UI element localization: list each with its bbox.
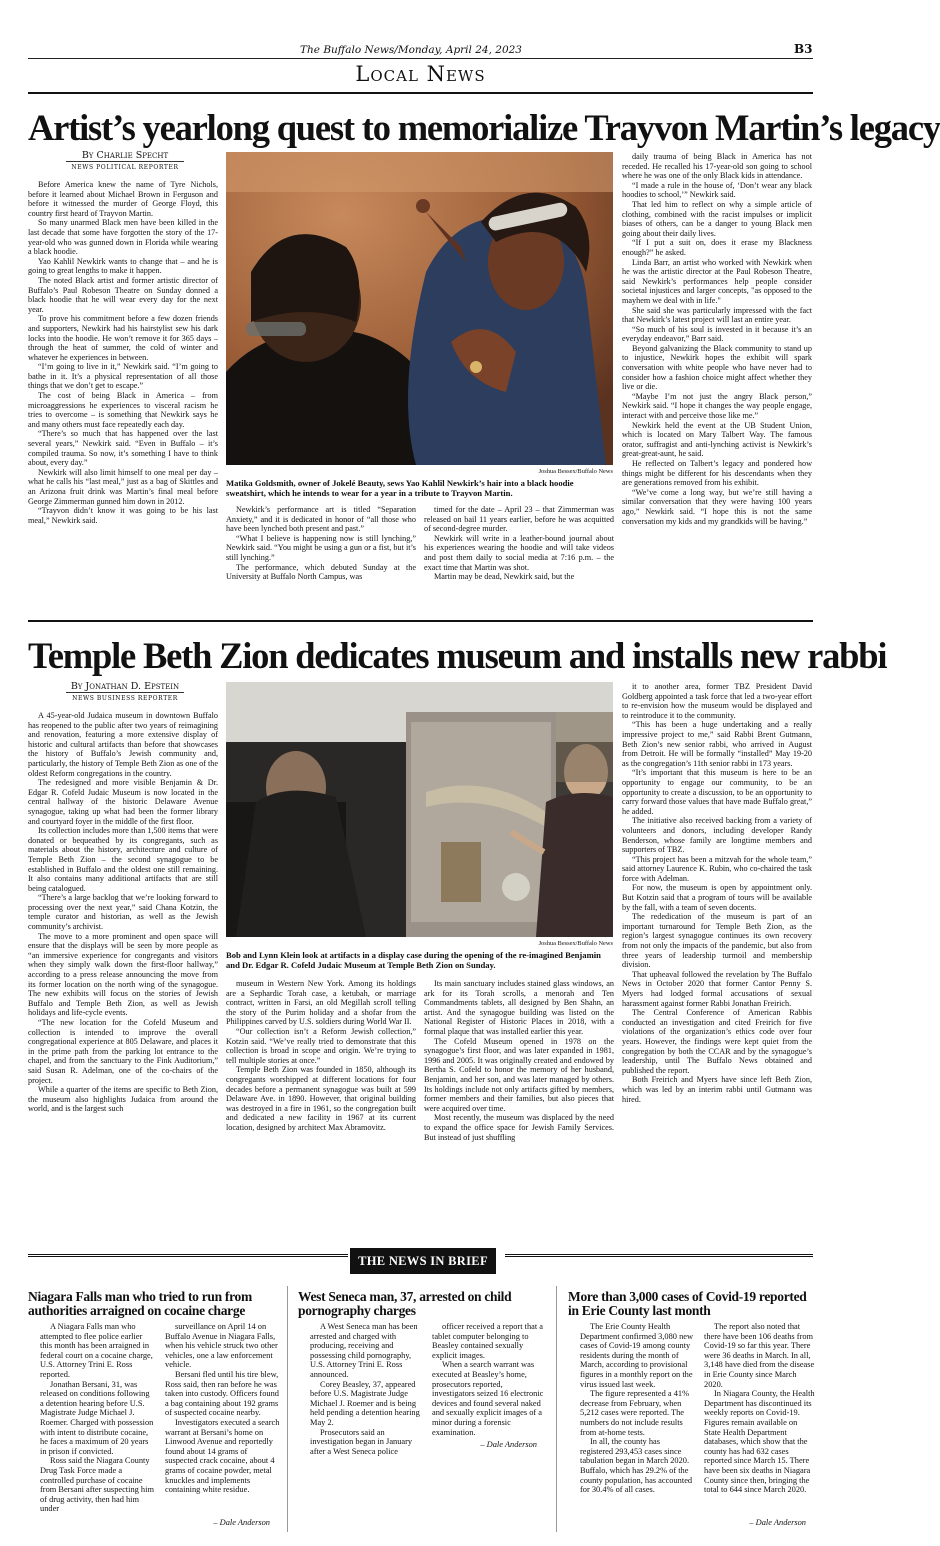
- paragraph: Both Freirich and Myers have since left Beth Zion, which was led by an interim rabbi until Gutmann was hired.: [622, 1075, 812, 1104]
- story2-col4: [622, 682, 812, 1192]
- paragraph: The report also noted that there have been 106 deaths from Covid-19 so far this year. There were 36 deaths in March. In all, 3,148 have died from the disease in Erie County since March 2020.: [704, 1322, 815, 1389]
- paragraph: That led him to reflect on why a simple article of clothing, combined with the racist impulses or implicit biases of others, can be a danger to young Black men going about their daily lives.: [622, 199, 812, 238]
- story2-col2: [226, 979, 416, 1192]
- paragraph: “The new location for the Cofeld Museum and collection is intended to improve the overall congregational experience at 805 Delaware, and places it in the prime path from the parking lot entrance to the chapel, and from the sanctuary to the Fink Auditorium,” said Susan R. Adelman, one of the co-chairs of the project.: [28, 1018, 218, 1085]
- story2-photo: [226, 682, 613, 937]
- story2-col1: [28, 711, 218, 1192]
- brief3-colA: [580, 1322, 695, 1530]
- paragraph: Jonathan Bersani, 31, was released on conditions following a detention hearing before U.S. Magistrate Judge Michael J. Roemer. Charged with possession with intent to distribute cocaine, he faces a maximum of 20 years in prison if convicted.: [40, 1379, 154, 1456]
- masthead-rule: [28, 58, 813, 59]
- folio: The Buffalo News/Monday, April 24, 2023: [300, 44, 522, 56]
- brief2-signature: – Dale Anderson: [480, 1440, 537, 1449]
- brief-rule-right: [505, 1254, 813, 1257]
- brief2-colB: [432, 1322, 547, 1440]
- brief3-signature: – Dale Anderson: [749, 1518, 806, 1527]
- paragraph: Temple Beth Zion was founded in 1850, although its congregants worshipped at different locations for four decades before a permanent synagogue was built at 599 Delaware Ave. in 1890. However, that original building was destroyed in a fire in 1961, so the congregation built and dedicated a new facility in 1967 at its current location, designed by architect Max Abramovitz.: [226, 1065, 416, 1132]
- brief1-headline: Niagara Falls man who tried to run from authorities arraigned on cocaine charge: [28, 1289, 252, 1318]
- brief2-colA: [310, 1322, 425, 1456]
- story1-photo: [226, 152, 613, 465]
- paragraph: A 45-year-old Judaica museum in downtown Buffalo has reopened to the public after two years of reimagining and renovation, featuring a more extensive display of historic and cultural artifacts than before that showcases the history of Buffalo’s Jewish community and, particularly, the history of Temple Beth Zion as one of the oldest Reform congregations in the country.: [28, 711, 218, 778]
- paragraph: “I made a rule in the house of, ‘Don’t wear any black hoodies to school,’” Newkirk said.: [622, 180, 812, 200]
- paragraph: “It’s important that this museum is here to be an opportunity to engage our community, to be an opportunity to create a discussion, to be an opportunity to carry forward those values that have made Buffalo great,” he added.: [622, 768, 812, 816]
- paragraph: The Erie County Health Department confirmed 3,080 new cases of Covid-19 among county residents during the month of March, according to provisional figures in a monthly report on the virus issued last week.: [580, 1322, 694, 1389]
- paragraph: She said she was particularly impressed with the fact that Newkirk’s latest project will last an entire year.: [622, 305, 812, 325]
- paragraph: A Niagara Falls man who attempted to flee police earlier this month has been arraigned in federal court on a cocaine charge, U.S. Attorney Trini E. Ross reported.: [40, 1322, 153, 1379]
- story2-caption: Bob and Lynn Klein look at artifacts in a display case during the opening of the re-imagined Benjamin and Dr. Edgar R. Cofeld Judaic Museum at Temple Beth Zion on Sunday.: [226, 950, 601, 970]
- story2-byline: By Jonathan D. Epstein: [70, 681, 180, 692]
- paragraph: A West Seneca man has been arrested and charged with producing, receiving and possessing child pornography, U.S. Attorney Trini E. Ross announced.: [310, 1322, 418, 1379]
- paragraph: Bersani fled until his tire blew, Ross said, then ran before he was taken into custody. Officers found a bag containing about 192 grams of suspected cocaine nearby.: [165, 1369, 279, 1418]
- museum-photo-illustration: [226, 682, 613, 937]
- paragraph: He reflected on Talbert’s legacy and pondered how things might be different for his descendants when they are generations removed from his exhibit.: [622, 459, 812, 488]
- brief2-headline: West Seneca man, 37, arrested on child pornography charges: [298, 1289, 512, 1318]
- story1-byline: By Charlie Specht: [81, 150, 169, 161]
- page-number: B3: [794, 42, 813, 56]
- story2-bytitle: NEWS BUSINESS REPORTER: [66, 692, 184, 702]
- paragraph: The Cofeld Museum opened in 1978 on the synagogue’s first floor, and was later expanded in 1981, 1996 and 2005. It was originally created and endowed by Bertha S. Cofeld to honor the memory of her husband, Benjamin, and her son, and was later managed by others. Its holdings include not only artifacts gifted by members, former members and their families, but also pieces that were acquired over time.: [424, 1036, 614, 1113]
- paragraph: So many unarmed Black men have been killed in the last decade that some have forgotten the story of the 17-year-old who was gunned down in Florida while wearing a black hoodie.: [28, 218, 218, 257]
- paragraph: Beyond galvanizing the Black community to stand up to injustice, Newkirk hopes the exhibit will spark conversation with white people who have never had to consider how a fashion choice might affect whether they live or die.: [622, 343, 812, 392]
- brief1-signature: – Dale Anderson: [213, 1518, 270, 1527]
- paragraph: Newkirk’s performance art is titled “Separation Anxiety,” and it is dedicated in honor of “all those who have been lynched both present and past.”: [226, 505, 416, 534]
- paragraph: “Maybe I’m not just the angry Black person,” Newkirk said. “I hope it changes the way people engage, interact with and perceive those like me.”: [622, 391, 812, 421]
- paragraph: Martin may be dead, Newkirk said, but the: [434, 572, 575, 582]
- paragraph: “We’ve come a long way, but we’re still having a similar conversation that they were having 100 years ago,” Newkirk said. “I hope this is not the same conversation my kids and my grandkids will be having.”: [622, 487, 812, 526]
- paragraph: The initiative also received backing from a variety of volunteers and donors, including developer Randy Benderson, whose family are longtime members and supporters of TBZ.: [622, 816, 812, 855]
- paragraph: The rededication of the museum is part of an important turnaround for Temple Beth Zion, as the region’s largest synagogue continues its own recovery from not only the impacts of the pandemic, but also from three years of leadership turmoil and membership division.: [622, 912, 812, 970]
- brief-divider-2: [556, 1286, 557, 1532]
- paragraph: Prosecutors said an investigation began in January after a West Seneca police: [310, 1427, 413, 1456]
- paragraph: Corey Beasley, 37, appeared before U.S. Magistrate Judge Michael J. Roemer and is being held pending a detention hearing May 2.: [310, 1379, 420, 1427]
- paragraph: For now, the museum is open by appointment only. But Kotzin said that a program of tours will be available by the fall, with a team of seven docents.: [622, 883, 812, 912]
- paragraph: Newkirk held the event at the UB Student Union, which is located on Mary Talbert Way. The famous orator, suffragist and anti-lynching activist is Newkirk’s great-great-aunt, he said.: [622, 420, 812, 459]
- paragraph: “Trayvon didn’t know it was going to be his last meal,” Newkirk said.: [28, 506, 218, 525]
- paragraph: timed for the date – April 23 – that Zimmerman was released on bail 11 years earlier, before he was acquitted of second-degree murder.: [424, 505, 614, 534]
- news-in-brief-label: THE NEWS IN BRIEF: [350, 1248, 496, 1274]
- paragraph: officer received a report that a tablet computer belonging to Beasley contained sexually explicit images.: [432, 1322, 543, 1360]
- story1-col3: [424, 505, 614, 597]
- paragraph: The performance, which debuted Sunday at the University at Buffalo North Campus, was: [226, 562, 416, 582]
- paragraph: “This has been a huge undertaking and a really impressive project to me,” said Rabbi Brent Gutmann, Beth Zion’s new senior rabbi, who arrived in August from Detroit. He will be formally “installed” May 19-20 as the congregation’s 11th senior rabbi in 173 years.: [622, 720, 812, 768]
- paragraph: To prove his commitment before a few dozen friends and supporters, Newkirk had his hairstylist sew his dark locks into the hoodie. He won’t remove it for 365 days – through the heat of summer, the cold of winter and whatever he experiences in between.: [28, 314, 218, 362]
- paragraph: “What I believe is happening now is still lynching,” Newkirk said. “You might be using a gun or a fist, but it’s still lynching.”: [226, 533, 416, 562]
- story1-col1: [28, 180, 218, 598]
- paragraph: Newkirk will write in a leather-bound journal about his experiences wearing the hoodie and will take videos and post them daily to social media at 7:16 p.m. – the exact time that Martin was shot.: [424, 533, 614, 572]
- section-title: Local News: [355, 62, 486, 86]
- story1-col4: [622, 152, 812, 598]
- paragraph: While a quarter of the items are specific to Beth Zion, the museum also highlights Judaica from around the world, and is the largest such: [28, 1085, 218, 1114]
- brief3-colB: [704, 1322, 816, 1518]
- paragraph: Newkirk will also limit himself to one meal per day – what he calls his “last meal,” just as a bag of Skittles and an Arizona fruit drink was Martin’s final meal before George Zimmerman gunned him down in 2012.: [28, 467, 218, 506]
- newkirk-photo-illustration: [226, 152, 613, 465]
- story2-headline: Temple Beth Zion dedicates museum and installs new rabbi: [28, 635, 887, 676]
- paragraph: In all, the county has registered 293,453 cases since tabulation began in March 2020. Buffalo, which has 29.2% of the county population, has accounted for 30.4% of all cases.: [580, 1437, 693, 1495]
- paragraph: daily trauma of being Black in America has not receded. He recalled his 17-year-old son going to school where he was one of the only Black kids in attendance.: [622, 152, 812, 181]
- story1-caption: Matika Goldsmith, owner of Jokelé Beauty, sews Yao Kahlil Newkirk’s hair into a black hoodie sweatshirt, which he intends to wear for a year in a tribute to Trayvon Martin.: [226, 478, 574, 498]
- paragraph: Its main sanctuary includes stained glass windows, an ark for its Torah scrolls, a menorah and Ten Commandments tablets, all designed by Ben Shahn, an artist. And the synagogue building was listed on the National Register of Historic Places in 2018, with a formal plaque that was installed earlier this year.: [424, 979, 614, 1036]
- story1-col2: [226, 505, 416, 597]
- paragraph: That upheaval followed the revelation by The Buffalo News in October 2020 that former Cantor Penny S. Myers had lodged formal accusations of sexual harassment against former Rabbi Jonathan Freirich.: [622, 969, 812, 1008]
- brief3-headline: More than 3,000 cases of Covid-19 reported in Erie County last month: [568, 1289, 807, 1318]
- paragraph: Linda Barr, an artist who worked with Newkirk when he was the artistic director at the Paul Robeson Theatre, said Newkirk’s performances help people consider societal injustices and larger concepts, "as opposed to the mayhem we deal with in life.": [622, 257, 812, 305]
- paragraph: “There’s so much that has happened over the last several years,” Newkirk said. “Even in Buffalo – it’s compiled trauma. So now, it’s something I have to think about, every day.”: [28, 429, 218, 468]
- paragraph: surveillance on April 14 on Buffalo Avenue in Niagara Falls, when his vehicle struck two other vehicles, one a law enforcement vehicle.: [165, 1322, 278, 1370]
- paragraph: Its collection includes more than 1,500 items that were donated or bequeathed by its congregants, such as materials about the history, architecture and culture of Temple Beth Zion – the second synagogue to be established in Buffalo and the oldest one still remaining. It also contains many additional artifacts that are still being catalogued.: [28, 826, 218, 893]
- paragraph: Ross said the Niagara County Drug Task Force made a controlled purchase of cocaine from Bersani after suspecting him of drug activity, then had him under: [40, 1456, 154, 1514]
- paragraph: “Our collection isn’t a Reform Jewish collection,” Kotzin said. “We’ve really tried to demonstrate that this collection is broad in scope and origin. We’re trying to tell multiple stories at once.”: [226, 1026, 416, 1065]
- story2-photo-credit: Joshua Bessex/Buffalo News: [538, 940, 613, 947]
- paragraph: The figure represented a 41% decrease from February, when 5,212 cases were reported. The numbers do not include results from at-home tests.: [580, 1389, 690, 1437]
- brief-rule-left: [28, 1254, 348, 1257]
- story-divider: [28, 620, 813, 622]
- story1-headline: Artist’s yearlong quest to memorialize Trayvon Martin’s legacy: [28, 107, 940, 148]
- story1-bytitle: NEWS POLITICAL REPORTER: [66, 161, 184, 171]
- paragraph: In Niagara County, the Health Department has discontinued its weekly reports on Covid-19. Figures remain available on State Health Department databases, which show that the county has had 632 cases reported since March 15. There have been six deaths in Niagara County since then, bringing the total to 644 since March 2020.: [704, 1389, 815, 1495]
- paragraph: The move to a more prominent and open space will ensure that the displays will be seen by more people as “an immersive experience for congregants and visitors when they simply walk down the first-floor hallway,” according to a press release announcing the move from its former location on the north wing of the synagogue. The new exhibits will focus on the stories of Jewish Buffalo and Temple Beth Zion, as well as Jewish holidays and life-cycle events.: [28, 931, 218, 1018]
- paragraph: Yao Kahlil Newkirk wants to change that – and he is going to great lengths to make it happen.: [28, 256, 218, 276]
- paragraph: Investigators executed a search warrant at Bersani’s home on Linwood Avenue and reportedly found about 14 grams of suspected crack cocaine, about 4 grams of cocaine powder, metal knuckles and implements containing white residue.: [165, 1417, 280, 1495]
- brief1-colB: [165, 1322, 280, 1518]
- story2-byline-block: [66, 681, 184, 702]
- section-rule: [28, 92, 813, 94]
- paragraph: The cost of being Black in America – from microaggressions he experiences to visceral racism he tries to overcome – is something that Newkirk says he and many others must face repeatedly each day.: [28, 391, 218, 429]
- paragraph: Before America knew the name of Tyre Nichols, before it learned about Michael Brown in Ferguson and before it witnessed the murder of George Floyd, this country first heard of Trayvon Martin.: [28, 180, 218, 218]
- paragraph: “There’s a large backlog that we’re looking forward to processing over the next year,” said Chana Kotzin, the temple curator and historian, as well as the Jewish community’s archivist.: [28, 893, 218, 932]
- story1-photo-credit: Joshua Bessex/Buffalo News: [538, 468, 613, 475]
- brief1-colA: [40, 1322, 155, 1530]
- paragraph: museum in Western New York. Among its holdings are a Sephardic Torah case, a ketubah, or marriage contract, written in Farsi, an old Megillah scroll telling the story of the Purim holiday and a shofar from the Philippines carved by U.S. soldiers during World War II.: [226, 979, 416, 1027]
- brief-divider-1: [287, 1286, 288, 1532]
- paragraph: The Central Conference of American Rabbis conducted an investigation and cited Freirich for five violations of the organization’s ethics code over four years. However, the findings were kept quiet from the congregation by both the CCAR and by the synagogue’s leadership, until The Buffalo News obtained and published the report.: [622, 1008, 812, 1075]
- paragraph: The noted Black artist and former artistic director of Buffalo’s Paul Robeson Theatre on Sunday donned a black hoodie that he will wear every day for the next year.: [28, 275, 218, 314]
- paragraph: “So much of his soul is invested in it because it’s an everyday endeavor,” Barr said.: [622, 324, 812, 344]
- paragraph: The redesigned and more visible Benjamin & Dr. Edgar R. Cofeld Judaic Museum is now located in the central hallway of the historic Delaware Avenue synagogue, taking up what had been the former library and courtyard foyer in the middle of the first floor.: [28, 778, 218, 826]
- paragraph: “If I put a suit on, does it erase my Blackness enough?” he asked.: [622, 238, 812, 257]
- story2-col3: [424, 979, 614, 1192]
- story1-byline-block: [66, 150, 184, 171]
- paragraph: “I’m going to live in it,” Newkirk said. “I’m going to bathe in it. It’s a physical representation of all those things that we don’t get to escape.”: [28, 362, 218, 391]
- paragraph: “This project has been a mitzvah for the whole team,” said attorney Laurence K. Rubin, who co-chaired the task force with Adelman.: [622, 854, 812, 883]
- paragraph: When a search warrant was executed at Beasley’s home, prosecutors reported, investigators seized 16 electronic devices and found several naked and sexually explicit images of a minor during a forensic examination.: [432, 1360, 544, 1437]
- paragraph: Most recently, the museum was displaced by the need to expand the office space for Jewish Family Services. But instead of just shuffling: [424, 1113, 614, 1142]
- paragraph: it to another area, former TBZ President David Goldberg appointed a task force that led a two-year effort to re-envision how the museum would be displayed and to reintroduce it to the community.: [622, 682, 812, 720]
